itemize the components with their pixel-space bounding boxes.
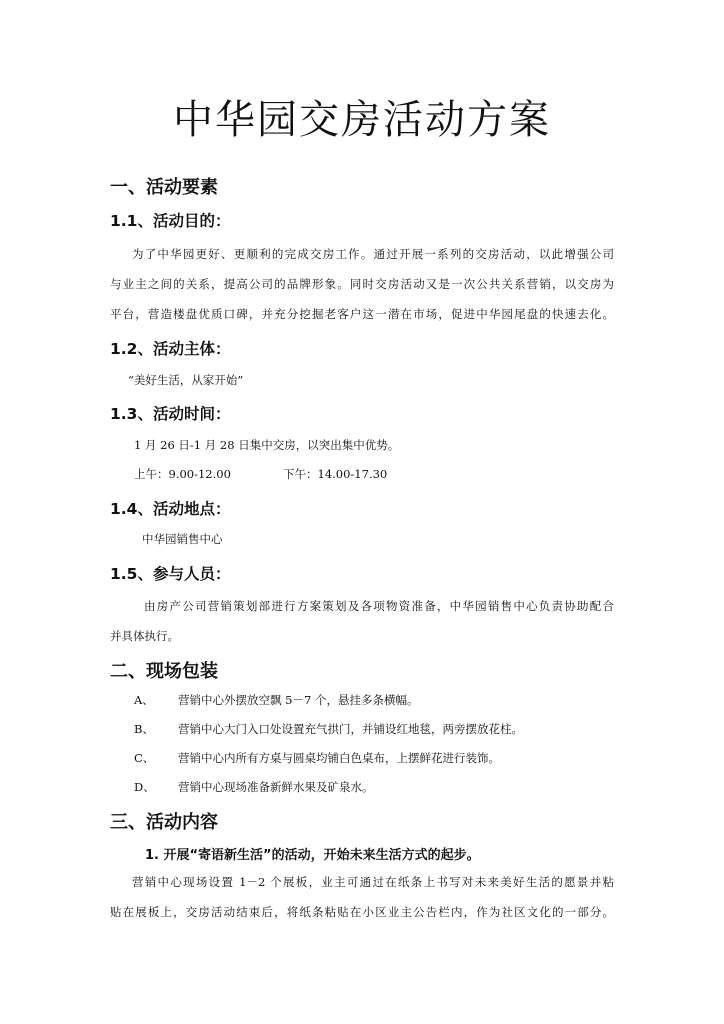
list-marker: B、 [134, 722, 154, 736]
list-item: 营销中心大门入口处设置充气拱门，并铺设红地毯，两旁摆放花柱。 [178, 722, 523, 736]
paragraph-line: 贴在展板上，交房活动结束后，将纸条粘贴在小区业主公告栏内，作为社区文化的一部分。 [110, 905, 614, 919]
subsection-heading-1-1: 1.1、活动目的： [110, 212, 231, 230]
paragraph-line: 与业主之间的关系，提高公司的品牌形象。同时交房活动又是一次公共关系营销，以交房为 [110, 277, 614, 291]
document-title: 中华园交房活动方案 [173, 97, 551, 143]
activity-item-title: 1. 开展“寄语新生活”的活动，开始未来生活方式的起步。 [145, 848, 480, 863]
activity-location: 中华园销售中心 [142, 532, 223, 546]
subsection-heading-1-4: 1.4、活动地点： [110, 500, 231, 518]
list-item: 营销中心内所有方桌与圆桌均铺白色桌布，上摆鲜花进行装饰。 [178, 751, 500, 765]
paragraph-line: 由房产公司营销策划部进行方案策划及各项物资准备，中华园销售中心负责协助配合 [144, 599, 614, 613]
list-item: 营销中心现场准备新鲜水果及矿泉水。 [178, 780, 374, 794]
paragraph-line: 并具体执行。 [110, 629, 179, 643]
activity-theme: “美好生活，从家开始” [128, 373, 244, 387]
morning-hours: 上午：9.00-12.00 [134, 467, 231, 481]
list-marker: A、 [134, 693, 154, 707]
paragraph-line: 平台，营造楼盘优质口碑，并充分挖掘老客户这一潜在市场，促进中华园尾盘的快速去化。 [110, 307, 614, 321]
list-item: 营销中心外摆放空飘 5－7 个，悬挂多条横幅。 [178, 693, 419, 707]
paragraph-line: 为了中华园更好、更顺利的完成交房工作。通过开展一系列的交房活动，以此增强公司 [132, 247, 614, 261]
afternoon-hours: 下午：14.00-17.30 [283, 467, 388, 481]
paragraph-line: 营销中心现场设置 1－2 个展板，业主可通过在纸条上书写对未来美好生活的愿景并粘 [132, 875, 614, 889]
section-heading-2: 二、现场包装 [110, 661, 218, 682]
section-heading-3: 三、活动内容 [110, 812, 218, 833]
section-heading-1: 一、活动要素 [110, 177, 218, 198]
subsection-heading-1-5: 1.5、参与人员： [110, 565, 231, 583]
list-marker: C、 [134, 751, 155, 765]
activity-date: 1 月 26 日-1 月 28 日集中交房，以突出集中优势。 [134, 438, 400, 452]
subsection-heading-1-3: 1.3、活动时间： [110, 405, 231, 423]
list-marker: D、 [134, 780, 155, 794]
subsection-heading-1-2: 1.2、活动主体： [110, 340, 231, 358]
